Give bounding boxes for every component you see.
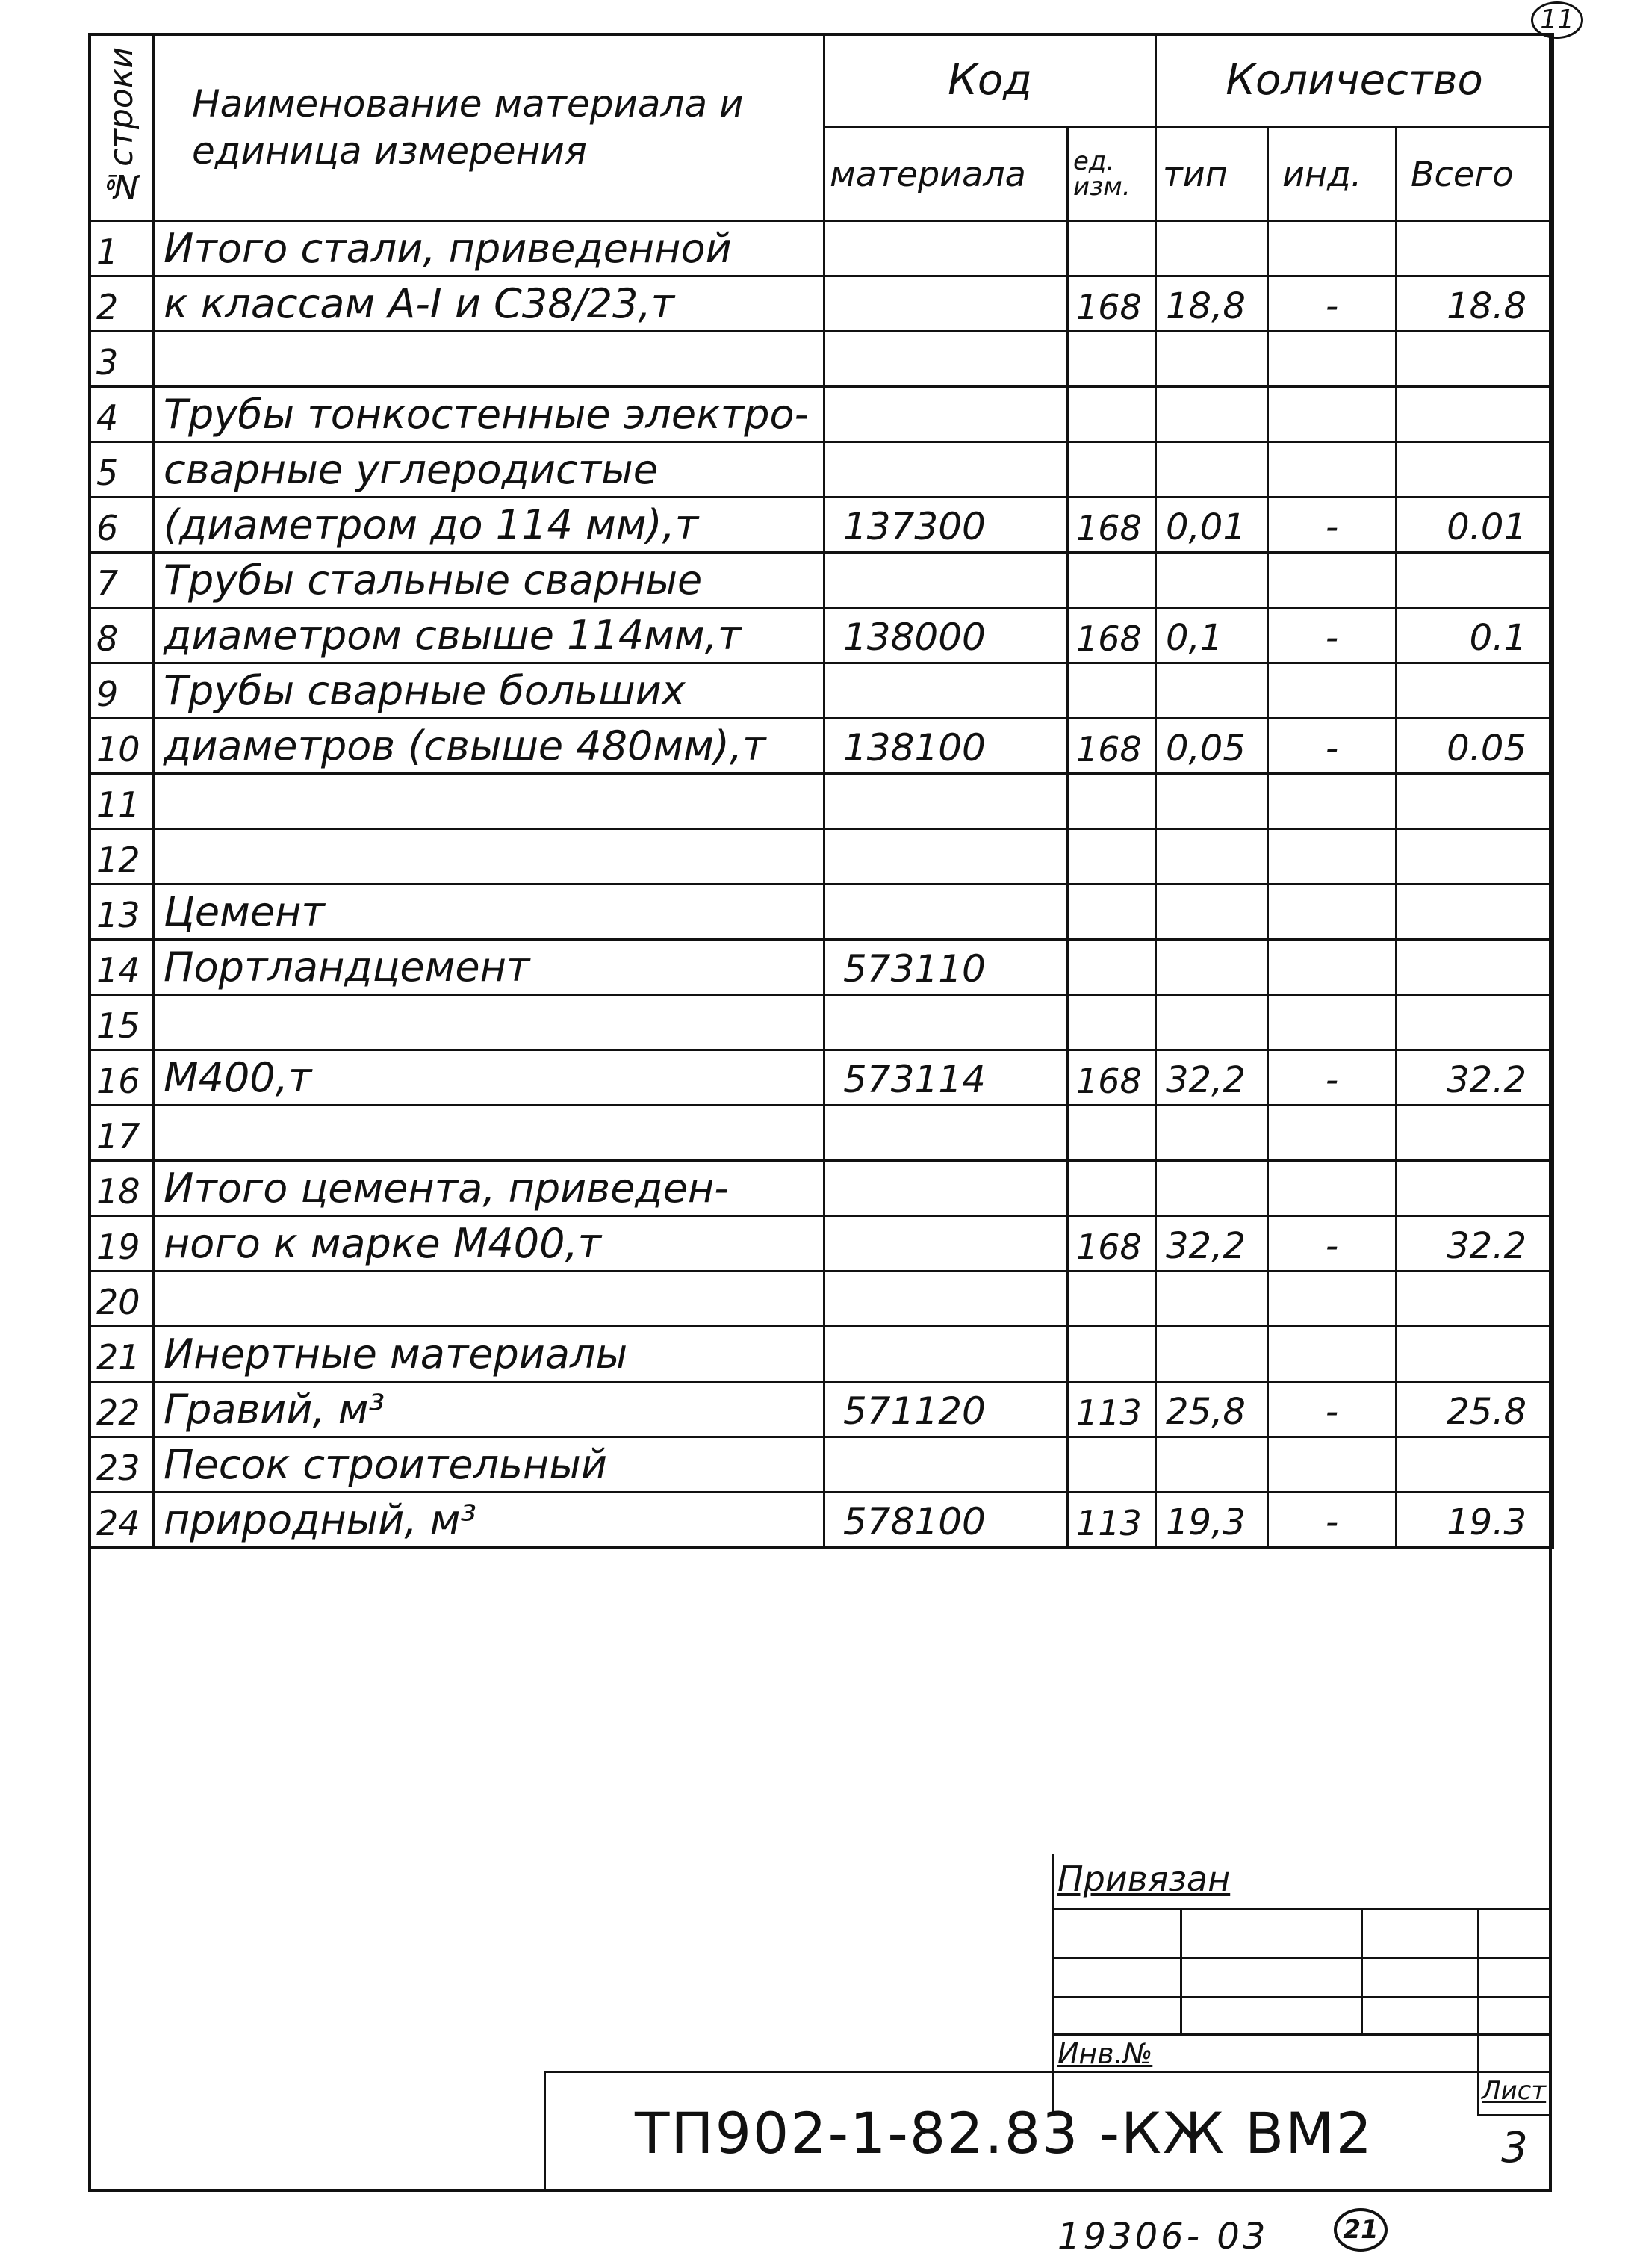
tb-vert-4 <box>1477 1908 1479 2114</box>
attached-label: Привязан <box>1057 1859 1231 1899</box>
qty-ind <box>1268 663 1397 719</box>
material-code: 138000 <box>824 608 1068 663</box>
material-name: Трубы сварные больших <box>154 663 824 719</box>
material-code <box>824 1106 1068 1161</box>
material-name: Инертные материалы <box>154 1327 824 1382</box>
qty-type <box>1156 553 1268 608</box>
qty-ind: - <box>1268 276 1397 332</box>
qty-ind <box>1268 940 1397 995</box>
table-row <box>90 663 1553 719</box>
unit-code: 168 <box>1068 719 1156 774</box>
table-row <box>90 1106 1553 1161</box>
tb-main-top <box>544 2071 1552 2073</box>
qty-ind: - <box>1268 498 1397 553</box>
code-unit-header: ед. изм. <box>1068 127 1156 221</box>
row-number: 16 <box>90 1050 154 1106</box>
qty-ind <box>1268 553 1397 608</box>
tb-sheet-hline <box>1477 2114 1552 2116</box>
table-row <box>90 221 1553 276</box>
qty-ind <box>1268 1327 1397 1382</box>
unit-code: 113 <box>1068 1493 1156 1548</box>
material-code <box>824 884 1068 940</box>
row-number: 7 <box>90 553 154 608</box>
row-number: 2 <box>90 276 154 332</box>
qty-total <box>1397 332 1553 387</box>
material-code: 138100 <box>824 719 1068 774</box>
material-code: 573114 <box>824 1050 1068 1106</box>
qty-type <box>1156 1106 1268 1161</box>
qty-total-header: Всего <box>1397 127 1553 221</box>
material-code <box>824 995 1068 1050</box>
qty-ind <box>1268 221 1397 276</box>
qty-ind <box>1268 387 1397 442</box>
row-number: 23 <box>90 1437 154 1493</box>
table-row <box>90 1327 1553 1382</box>
material-code: 571120 <box>824 1382 1068 1437</box>
qty-type: 18,8 <box>1156 276 1268 332</box>
unit-code <box>1068 221 1156 276</box>
qty-ind <box>1268 1437 1397 1493</box>
qty-total <box>1397 829 1553 884</box>
table-row <box>90 1271 1553 1327</box>
unit-code <box>1068 774 1156 829</box>
material-code: 137300 <box>824 498 1068 553</box>
table-row <box>90 276 1553 332</box>
row-number: 10 <box>90 719 154 774</box>
tb-vert-3 <box>1361 1908 1363 2035</box>
qty-total: 19.3 <box>1397 1493 1553 1548</box>
row-number: 19 <box>90 1216 154 1271</box>
table-row <box>90 829 1553 884</box>
qty-ind <box>1268 829 1397 884</box>
header-row-1 <box>90 34 1553 127</box>
qty-total: 18.8 <box>1397 276 1553 332</box>
material-code <box>824 663 1068 719</box>
qty-ind <box>1268 1161 1397 1216</box>
qty-type <box>1156 332 1268 387</box>
table-row <box>90 1161 1553 1216</box>
table-row <box>90 442 1553 498</box>
qty-type: 0,1 <box>1156 608 1268 663</box>
unit-code: 168 <box>1068 1216 1156 1271</box>
unit-code <box>1068 829 1156 884</box>
material-code: 573110 <box>824 940 1068 995</box>
qty-type: 0,05 <box>1156 719 1268 774</box>
qty-ind: - <box>1268 1216 1397 1271</box>
table-row <box>90 1437 1553 1493</box>
table-row <box>90 1382 1553 1437</box>
material-code <box>824 332 1068 387</box>
qty-ind-header: инд. <box>1268 127 1397 221</box>
table-row <box>90 774 1553 829</box>
qty-total <box>1397 1271 1553 1327</box>
material-name <box>154 1271 824 1327</box>
qty-ind <box>1268 884 1397 940</box>
qty-type <box>1156 774 1268 829</box>
material-name: Портландцемент <box>154 940 824 995</box>
row-number: 5 <box>90 442 154 498</box>
material-name <box>154 332 824 387</box>
table-row <box>90 1050 1553 1106</box>
table-row <box>90 1216 1553 1271</box>
material-code <box>824 1271 1068 1327</box>
qty-total <box>1397 1161 1553 1216</box>
material-name-header: Наименование материала и единица измерения <box>154 34 824 221</box>
unit-code <box>1068 995 1156 1050</box>
qty-total <box>1397 884 1553 940</box>
qty-type: 32,2 <box>1156 1050 1268 1106</box>
row-number: 18 <box>90 1161 154 1216</box>
qty-type <box>1156 1437 1268 1493</box>
material-name: сварные углеродистые <box>154 442 824 498</box>
material-name: диаметром свыше 114мм,т <box>154 608 824 663</box>
material-name: Итого цемента, приведен- <box>154 1161 824 1216</box>
qty-total: 0.05 <box>1397 719 1553 774</box>
row-number: 1 <box>90 221 154 276</box>
material-name: (диаметром до 114 мм),т <box>154 498 824 553</box>
qty-type: 32,2 <box>1156 1216 1268 1271</box>
table-row <box>90 1493 1553 1548</box>
material-name: Трубы стальные сварные <box>154 553 824 608</box>
row-number: 20 <box>90 1271 154 1327</box>
material-name <box>154 774 824 829</box>
material-code <box>824 387 1068 442</box>
table-row <box>90 995 1553 1050</box>
unit-code <box>1068 332 1156 387</box>
row-number: 13 <box>90 884 154 940</box>
row-number: 14 <box>90 940 154 995</box>
qty-total: 25.8 <box>1397 1382 1553 1437</box>
unit-code: 113 <box>1068 1382 1156 1437</box>
qty-total <box>1397 1327 1553 1382</box>
unit-code <box>1068 387 1156 442</box>
material-name: Трубы тонкостенные электро- <box>154 387 824 442</box>
sheet-label: Лист <box>1482 2076 1547 2106</box>
material-code <box>824 829 1068 884</box>
table-row <box>90 498 1553 553</box>
qty-total <box>1397 221 1553 276</box>
row-number: 3 <box>90 332 154 387</box>
material-name: природный, м³ <box>154 1493 824 1548</box>
inventory-label: Инв.№ <box>1057 2037 1153 2070</box>
qty-total <box>1397 663 1553 719</box>
qty-type <box>1156 221 1268 276</box>
row-number: 4 <box>90 387 154 442</box>
unit-code: 168 <box>1068 276 1156 332</box>
qty-total: 0.1 <box>1397 608 1553 663</box>
qty-total: 32.2 <box>1397 1216 1553 1271</box>
unit-code <box>1068 1327 1156 1382</box>
table-row <box>90 719 1553 774</box>
qty-type <box>1156 1327 1268 1382</box>
material-code <box>824 1216 1068 1271</box>
material-code <box>824 276 1068 332</box>
qty-total <box>1397 553 1553 608</box>
qty-ind: - <box>1268 719 1397 774</box>
qty-type: 25,8 <box>1156 1382 1268 1437</box>
material-code: 578100 <box>824 1493 1068 1548</box>
table-row <box>90 940 1553 995</box>
code-header: Код <box>824 34 1156 127</box>
row-number: 21 <box>90 1327 154 1382</box>
qty-total <box>1397 442 1553 498</box>
qty-total <box>1397 774 1553 829</box>
material-name: Песок строительный <box>154 1437 824 1493</box>
table-row <box>90 608 1553 663</box>
unit-code: 168 <box>1068 1050 1156 1106</box>
qty-type <box>1156 884 1268 940</box>
material-name: диаметров (свыше 480мм),т <box>154 719 824 774</box>
qty-ind <box>1268 774 1397 829</box>
table-row <box>90 553 1553 608</box>
material-code <box>824 1437 1068 1493</box>
qty-type: 0,01 <box>1156 498 1268 553</box>
tb-vert-left <box>1052 1854 1054 2114</box>
qty-type-header: тип <box>1156 127 1268 221</box>
material-code <box>824 1161 1068 1216</box>
qty-type <box>1156 1271 1268 1327</box>
row-number: 15 <box>90 995 154 1050</box>
qty-type <box>1156 663 1268 719</box>
table-row <box>90 884 1553 940</box>
code-material-header: материала <box>824 127 1068 221</box>
table-row <box>90 387 1553 442</box>
qty-ind <box>1268 1271 1397 1327</box>
qty-total <box>1397 995 1553 1050</box>
qty-ind <box>1268 442 1397 498</box>
unit-code <box>1068 1437 1156 1493</box>
row-number: 8 <box>90 608 154 663</box>
document-code: ТП902-1-82.83 -КЖ ВМ2 <box>635 2100 1374 2166</box>
qty-type <box>1156 387 1268 442</box>
qty-total <box>1397 1106 1553 1161</box>
qty-ind <box>1268 1106 1397 1161</box>
material-name: к классам А-I и С38/23,т <box>154 276 824 332</box>
row-number: 22 <box>90 1382 154 1437</box>
unit-code <box>1068 884 1156 940</box>
qty-type <box>1156 940 1268 995</box>
tb-main-left <box>544 2071 546 2192</box>
material-code <box>824 442 1068 498</box>
qty-type <box>1156 1161 1268 1216</box>
unit-code <box>1068 442 1156 498</box>
archive-number: 19306- 03 <box>1057 2216 1269 2258</box>
qty-total <box>1397 1437 1553 1493</box>
material-name: ного к марке М400,т <box>154 1216 824 1271</box>
row-number: 12 <box>90 829 154 884</box>
qty-ind: - <box>1268 1493 1397 1548</box>
row-number: 6 <box>90 498 154 553</box>
qty-ind: - <box>1268 608 1397 663</box>
material-code <box>824 221 1068 276</box>
material-name: Гравий, м³ <box>154 1382 824 1437</box>
material-name: Цемент <box>154 884 824 940</box>
unit-code: 168 <box>1068 498 1156 553</box>
qty-ind <box>1268 995 1397 1050</box>
unit-code <box>1068 1271 1156 1327</box>
qty-type <box>1156 995 1268 1050</box>
qty-ind <box>1268 332 1397 387</box>
material-code <box>824 774 1068 829</box>
material-code <box>824 1327 1068 1382</box>
unit-code <box>1068 1161 1156 1216</box>
quantity-header: Количество <box>1156 34 1553 127</box>
material-name <box>154 829 824 884</box>
row-number: 17 <box>90 1106 154 1161</box>
qty-total <box>1397 387 1553 442</box>
materials-table <box>88 33 1554 1549</box>
unit-code <box>1068 553 1156 608</box>
qty-total: 0.01 <box>1397 498 1553 553</box>
material-name: Итого стали, приведенной <box>154 221 824 276</box>
qty-ind: - <box>1268 1382 1397 1437</box>
qty-type: 19,3 <box>1156 1493 1268 1548</box>
sheet-number: 3 <box>1501 2124 1528 2172</box>
row-number: 9 <box>90 663 154 719</box>
unit-code <box>1068 1106 1156 1161</box>
row-number: 11 <box>90 774 154 829</box>
qty-total <box>1397 940 1553 995</box>
unit-code <box>1068 940 1156 995</box>
qty-type <box>1156 829 1268 884</box>
archive-circle-mark: 21 <box>1334 2208 1388 2252</box>
qty-total: 32.2 <box>1397 1050 1553 1106</box>
table-row <box>90 332 1553 387</box>
row-number-header: №строки <box>90 34 154 221</box>
material-name <box>154 995 824 1050</box>
material-name: М400,т <box>154 1050 824 1106</box>
row-number: 24 <box>90 1493 154 1548</box>
qty-ind: - <box>1268 1050 1397 1106</box>
page-mark: 11 <box>1531 1 1583 39</box>
tb-vert-2 <box>1180 1908 1182 2035</box>
material-code <box>824 553 1068 608</box>
material-name <box>154 1106 824 1161</box>
qty-type <box>1156 442 1268 498</box>
unit-code: 168 <box>1068 608 1156 663</box>
unit-code <box>1068 663 1156 719</box>
